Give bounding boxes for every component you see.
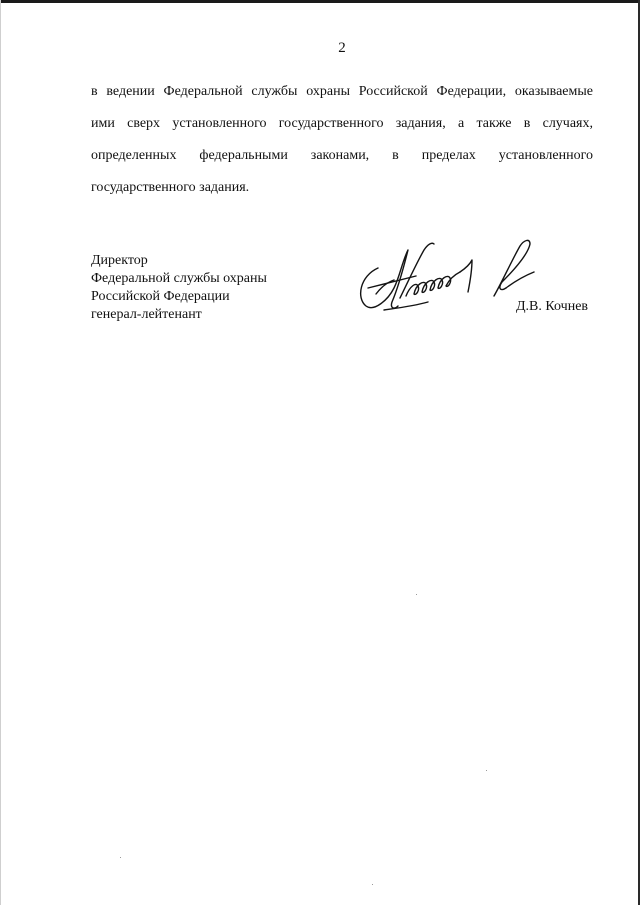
body-line: ими сверх установленного государственного задания, а также в случаях, [91,116,593,131]
signer-position-line: генерал-лейтенант [91,307,202,322]
signer-name: Д.В. Кочнев [516,299,589,314]
body-line: в ведении Федеральной службы охраны Российской Федерации, оказываемые [91,84,593,99]
scan-edge-left [0,0,1,905]
body-line: государственного задания. [91,180,250,195]
signer-position-line: Федеральной службы охраны [91,271,267,286]
signer-position [91,252,267,324]
page-number: 2 [338,40,346,56]
scan-speck [120,857,121,858]
signer-position-line: Российской Федерации [91,289,230,304]
scan-speck [372,884,373,885]
signer-position-line: Директор [91,253,148,268]
body-paragraph [91,76,593,204]
scan-speck [486,770,487,771]
scan-speck [416,594,417,595]
scan-edge-top [0,0,640,3]
body-line: определенных федеральными законами, в пределах установленного [91,148,593,163]
signature-icon [354,236,540,320]
